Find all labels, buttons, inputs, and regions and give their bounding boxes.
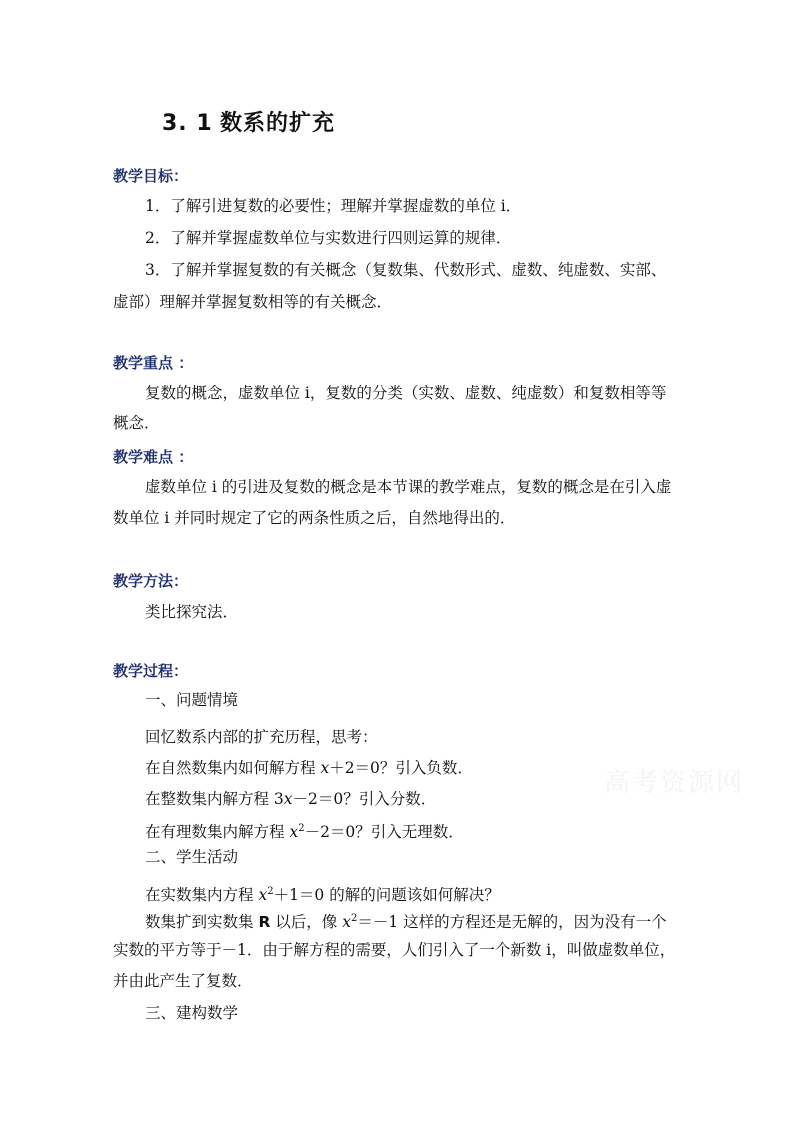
watermark: 高考资源网 xyxy=(604,768,745,798)
section-construct-math: 三、建构数学 xyxy=(145,1004,239,1022)
variable-x: x xyxy=(289,823,299,842)
key-points-line-2: 概念． xyxy=(113,414,160,432)
page-title xyxy=(162,106,335,137)
section-student-activity: 二、学生活动 xyxy=(145,848,239,866)
variable-x: x xyxy=(258,886,268,905)
question-reals: 在实数集内方程 $x^2+1=0$ 的解的问题该如何解决？ xyxy=(145,886,500,905)
paragraph-line-2: 实数的平方等于－1．由于解方程的需要，人们引入了一个新数 i，叫做虚数单位， xyxy=(113,941,676,959)
objectives-heading: 教学目标： xyxy=(113,167,189,185)
recall-prompt: 回忆数系内部的扩充历程，思考： xyxy=(145,728,378,746)
difficulties-heading: 教学难点 ： xyxy=(113,448,194,466)
process-heading: 教学过程： xyxy=(113,662,189,680)
methods-text: 类比探究法． xyxy=(145,603,239,621)
question-rationals: 在有理数集内解方程 $x^2-2=0$？引入无理数． xyxy=(145,823,464,842)
difficulties-line-1: 虚数单位 i 的引进及复数的概念是本节课的教学难点，复数的概念是在引入虚 xyxy=(145,478,672,496)
variable-x: x xyxy=(342,913,351,932)
section-number: 3. 1 xyxy=(162,111,213,136)
key-points-heading: 教学重点 ： xyxy=(113,354,194,372)
difficulties-line-2: 数单位 i 并同时规定了它的两条性质之后，自然地得出的． xyxy=(113,509,516,527)
section-title: 数系的扩充 xyxy=(220,111,336,136)
variable-x: x xyxy=(283,790,293,808)
methods-heading: 教学方法： xyxy=(113,572,189,590)
variable-x: x xyxy=(320,759,330,777)
paragraph-line-3: 并由此产生了复数． xyxy=(113,972,253,990)
exponent: 2 xyxy=(267,886,274,897)
question-integers: 在整数集内解方程 3x－2＝0？引入分数． xyxy=(145,790,437,808)
key-points-line-1: 复数的概念，虚数单位 i，复数的分类（实数、虚数、纯虚数）和复数相等等 xyxy=(145,384,667,402)
exponent: 2 xyxy=(350,913,358,924)
exponent: 2 xyxy=(298,823,305,834)
paragraph-line-1: 数集扩到实数集 R 以后，像 $x^2=-1$ 这样的方程还是无解的，因为没有一个 xyxy=(145,913,667,932)
real-set-symbol: R xyxy=(258,913,271,932)
objective-item-2: 2．了解并掌握虚数单位与实数进行四则运算的规律． xyxy=(145,229,512,247)
question-natural-numbers: 在自然数集内如何解方程 x＋2＝0？引入负数． xyxy=(145,759,473,777)
objective-item-3: 3．了解并掌握复数的有关概念（复数集、代数形式、虚数、纯虚数、实部、 xyxy=(145,261,667,279)
objective-item-1: 1．了解引进复数的必要性；理解并掌握虚数的单位 i． xyxy=(145,197,522,215)
objective-item-3-cont: 虚部）理解并掌握复数相等的有关概念． xyxy=(113,293,393,311)
section-problem-context: 一、问题情境 xyxy=(145,691,239,709)
